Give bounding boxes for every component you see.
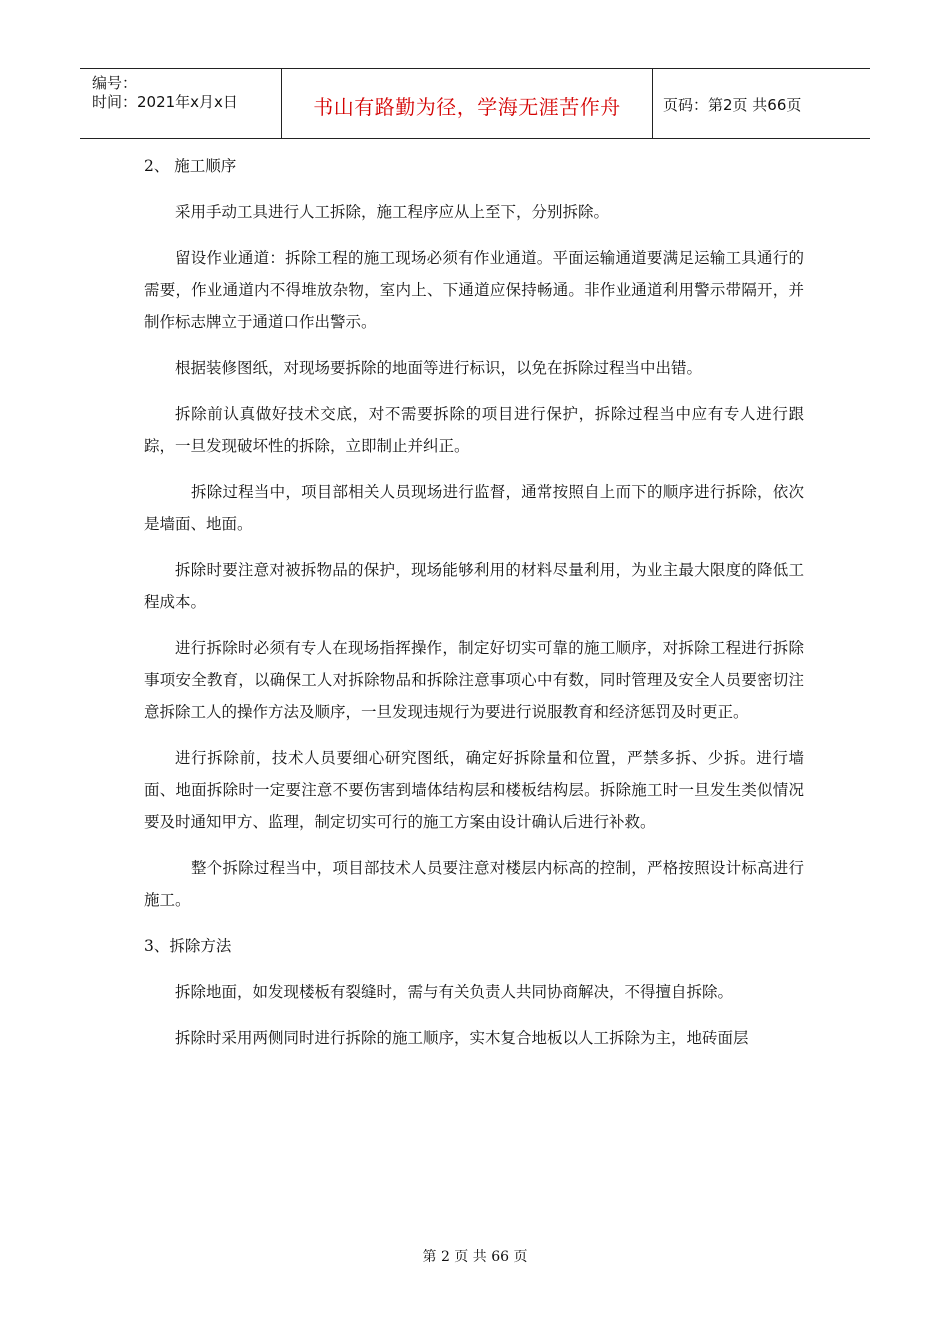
page-header	[80, 68, 870, 139]
document-number-label: 编号：	[92, 74, 138, 92]
paragraph: 拆除地面，如发现楼板有裂缝时，需与有关负责人共同协商解决，不得擅自拆除。	[175, 983, 734, 1001]
paragraph: 拆除过程当中，项目部相关人员现场进行监督，通常按照自上而下的顺序进行拆除，依次是墙面、地面。	[144, 483, 804, 533]
paragraph: 拆除时采用两侧同时进行拆除的施工顺序，实木复合地板以人工拆除为主，地砖面层	[175, 1029, 749, 1047]
paragraph: 拆除前认真做好技术交底，对不需要拆除的项目进行保护，拆除过程当中应有专人进行跟踪，一旦发现破坏性的拆除，立即制止并纠正。	[144, 405, 804, 455]
paragraph: 整个拆除过程当中，项目部技术人员要注意对楼层内标高的控制，严格按照设计标高进行施工。	[144, 859, 804, 909]
document-date-label: 时间：2021年x月x日	[92, 93, 238, 111]
page-footer: 第 2 页 共 66 页	[422, 1249, 528, 1265]
header-page-info: 页码：第2页 共66页	[663, 96, 802, 114]
paragraph: 留设作业通道：拆除工程的施工现场必须有作业通道。平面运输通道要满足运输工具通行的需要，作业通道内不得堆放杂物，室内上、下通道应保持畅通。非作业通道利用警示带隔开，并制作标志牌立于通道口作出警示。	[144, 249, 804, 331]
paragraph: 拆除时要注意对被拆物品的保护，现场能够利用的材料尽量利用，为业主最大限度的降低工程成本。	[144, 561, 804, 611]
paragraph: 采用手动工具进行人工拆除，施工程序应从上至下，分别拆除。	[175, 203, 610, 221]
paragraph: 进行拆除时必须有专人在现场指挥操作，制定好切实可靠的施工顺序，对拆除工程进行拆除事项安全教育，以确保工人对拆除物品和拆除注意事项心中有数，同时管理及安全人员要密切注意拆除工人的操作方法及顺序，一旦发现违规行为要进行说服教育和经济惩罚及时更正。	[144, 639, 804, 721]
section-heading-demolition-method: 3、拆除方法	[144, 937, 232, 955]
section-heading-construction-order: 2、 施工顺序	[144, 157, 237, 175]
header-motto-cell	[282, 69, 653, 138]
header-motto: 书山有路勤为径，学海无涯苦作舟	[313, 95, 621, 119]
header-page-cell	[653, 69, 870, 138]
document-body	[144, 150, 804, 1068]
paragraph: 进行拆除前，技术人员要细心研究图纸，确定好拆除量和位置，严禁多拆、少拆。进行墙面、地面拆除时一定要注意不要伤害到墙体结构层和楼板结构层。拆除施工时一旦发生类似情况要及时通知甲方、监理，制定切实可行的施工方案由设计确认后进行补救。	[144, 749, 804, 831]
paragraph: 根据装修图纸，对现场要拆除的地面等进行标识，以免在拆除过程当中出错。	[175, 359, 703, 377]
header-meta-cell	[80, 69, 282, 138]
